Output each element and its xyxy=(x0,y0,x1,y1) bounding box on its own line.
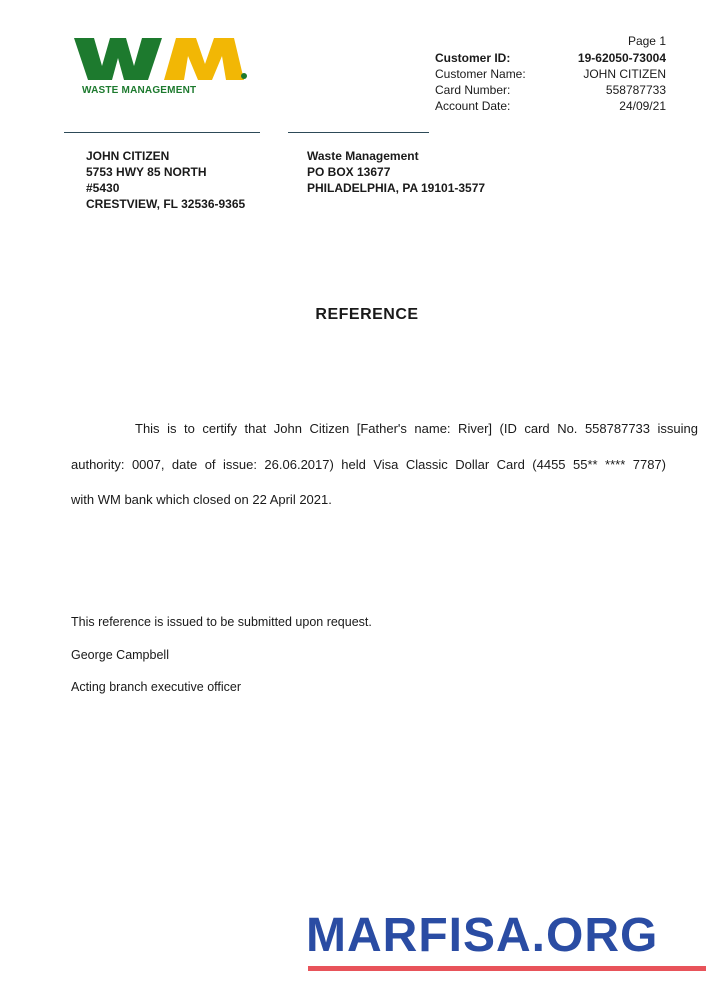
signatory-name: George Campbell xyxy=(71,648,169,662)
sender-line: PHILADELPHIA, PA 19101-3577 xyxy=(307,181,486,195)
customer-id-value: 19-62050-73004 xyxy=(577,51,666,65)
waste-management-logo xyxy=(72,34,247,100)
sender-divider xyxy=(288,132,429,133)
body-line-3: with WM bank which closed on 22 April 2021. xyxy=(71,492,332,507)
sender-line: Waste Management xyxy=(307,149,419,163)
account-date-value: 24/09/21 xyxy=(619,99,666,113)
sender-line: PO BOX 13677 xyxy=(307,165,391,179)
watermark-text: MARFISA.ORG xyxy=(306,909,659,962)
logo-tagline: WASTE MANAGEMENT xyxy=(82,85,197,96)
recipient-divider xyxy=(64,132,260,133)
recipient-line: CRESTVIEW, FL 32536-9365 xyxy=(86,197,246,211)
page-number: Page 1 xyxy=(627,34,666,48)
recipient-address xyxy=(86,148,245,212)
customer-id-label: Customer ID: xyxy=(435,51,511,65)
recipient-line: 5753 HWY 85 NORTH xyxy=(86,165,207,179)
document-title: REFERENCE xyxy=(315,306,419,323)
customer-name-row xyxy=(435,67,666,83)
closing-statement: This reference is issued to be submitted upon request. xyxy=(71,615,372,629)
signatory-position: Acting branch executive officer xyxy=(71,680,242,694)
watermark-underline xyxy=(308,966,706,971)
recipient-line: JOHN CITIZEN xyxy=(86,149,170,163)
customer-name-value: JOHN CITIZEN xyxy=(583,67,666,81)
card-number-row xyxy=(435,83,666,99)
card-number-value: 558787733 xyxy=(605,83,666,97)
recipient-line: #5430 xyxy=(86,181,120,195)
customer-id-row xyxy=(435,51,666,67)
body-line-1: This is to certify that John Citizen [Father's name: River] (ID card No. 558787733 issuing xyxy=(135,421,698,436)
body-line-2: authority: 0007, date of issue: 26.06.2017) held Visa Classic Dollar Card (4455 55** **** 7787) xyxy=(71,457,666,472)
account-date-label: Account Date: xyxy=(435,99,511,113)
account-date-row xyxy=(435,99,666,115)
customer-name-label: Customer Name: xyxy=(435,67,526,81)
wm-logo-mark xyxy=(72,34,247,84)
card-number-label: Card Number: xyxy=(435,83,511,97)
sender-address xyxy=(307,148,485,196)
